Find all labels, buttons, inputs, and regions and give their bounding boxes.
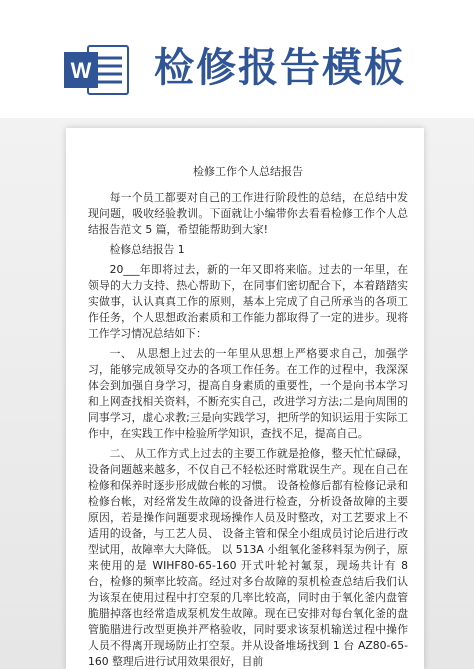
banner-title: 检修报告模板 — [154, 45, 406, 91]
document-title: 检修工作个人总结报告 — [193, 165, 303, 178]
body-paragraph: 20___年即将过去，新的一年又即将来临。过去的一年里，在领导的大力支持、热心帮助下，在同事们密切配合下，本着踏踏实实做事，认认真真工作的原则，基本上完成了自己所承当的各项工作任务，个人思想政治素质和工作能力都取得了一定的进步。现将工作学习情况总结如下： — [88, 263, 408, 340]
banner — [0, 0, 474, 118]
body-paragraph: 一、 从思想上过去的一年里从思想上严格要求自己，加强学习，能够完成领导交办的各项工作任务。在工作的过程中，我深深体会到加强自身学习，提高自身素质的重要性，一个是向书本学习和上网查找相关资料，不断充实自己，改进学习方法;二是向周围的同事学习，虚心求教;三是向实践学习，把所学的知识运用于实际工作中，在实践工作中检验所学知识，查找不足，提高自己。 — [88, 347, 408, 440]
body-paragraph: 二、 从工作方式上过去的主要工作就是抢修，整天忙忙碌碌，设备问题越来越多，不仅自己不轻松还时常耽误生产。现在自己在检修和保养时逐步形成做台帐的习惯。 设备检修后都有检修记录和检修台帐，对经常发生故障的设备进行检查，分析设备故障的主要原因，若是操作问题要求现场操作人员及时整改，对工艺要求上不适用的设备，与工艺人员、 设备主管和保全小组成员讨论后进行改型试用，故障率大大降低。 以 513A 小组氧化釜移料泵为例子，原来使用的是 WIHF80-65-160 开式叶轮衬氟泵，现场共计有 8 台，检修的频率比较高。经过对多台故障的泵机检查总结后我们认为该泵在使用过程中打空泵的几率比较高，同时由于氧化釜内盘管脆腊掉落也经常造成泵机发生故障。现在已安排对每台氧化釜的盘管脆腊进行改型更换并严格验收，同时要求该泵机输送过程中操作人员不得离开现场防止打空泵。并从设备堆场找到 1 台 AZ80-65-160 整理后进行试用效果很好，目前 — [88, 447, 408, 668]
document-page — [66, 128, 424, 669]
word-document-icon — [62, 40, 132, 100]
intro-paragraph: 每一个员工都要对自己的工作进行阶段性的总结，在总结中发现问题，吸收经验教训。下面就让小编带你去看看检修工作个人总结报告范文 5 篇，希望能帮助到大家! — [88, 191, 408, 236]
word-logo-letter: W — [70, 58, 92, 83]
section-heading: 检修总结报告 1 — [109, 243, 185, 256]
document-body — [88, 164, 408, 669]
